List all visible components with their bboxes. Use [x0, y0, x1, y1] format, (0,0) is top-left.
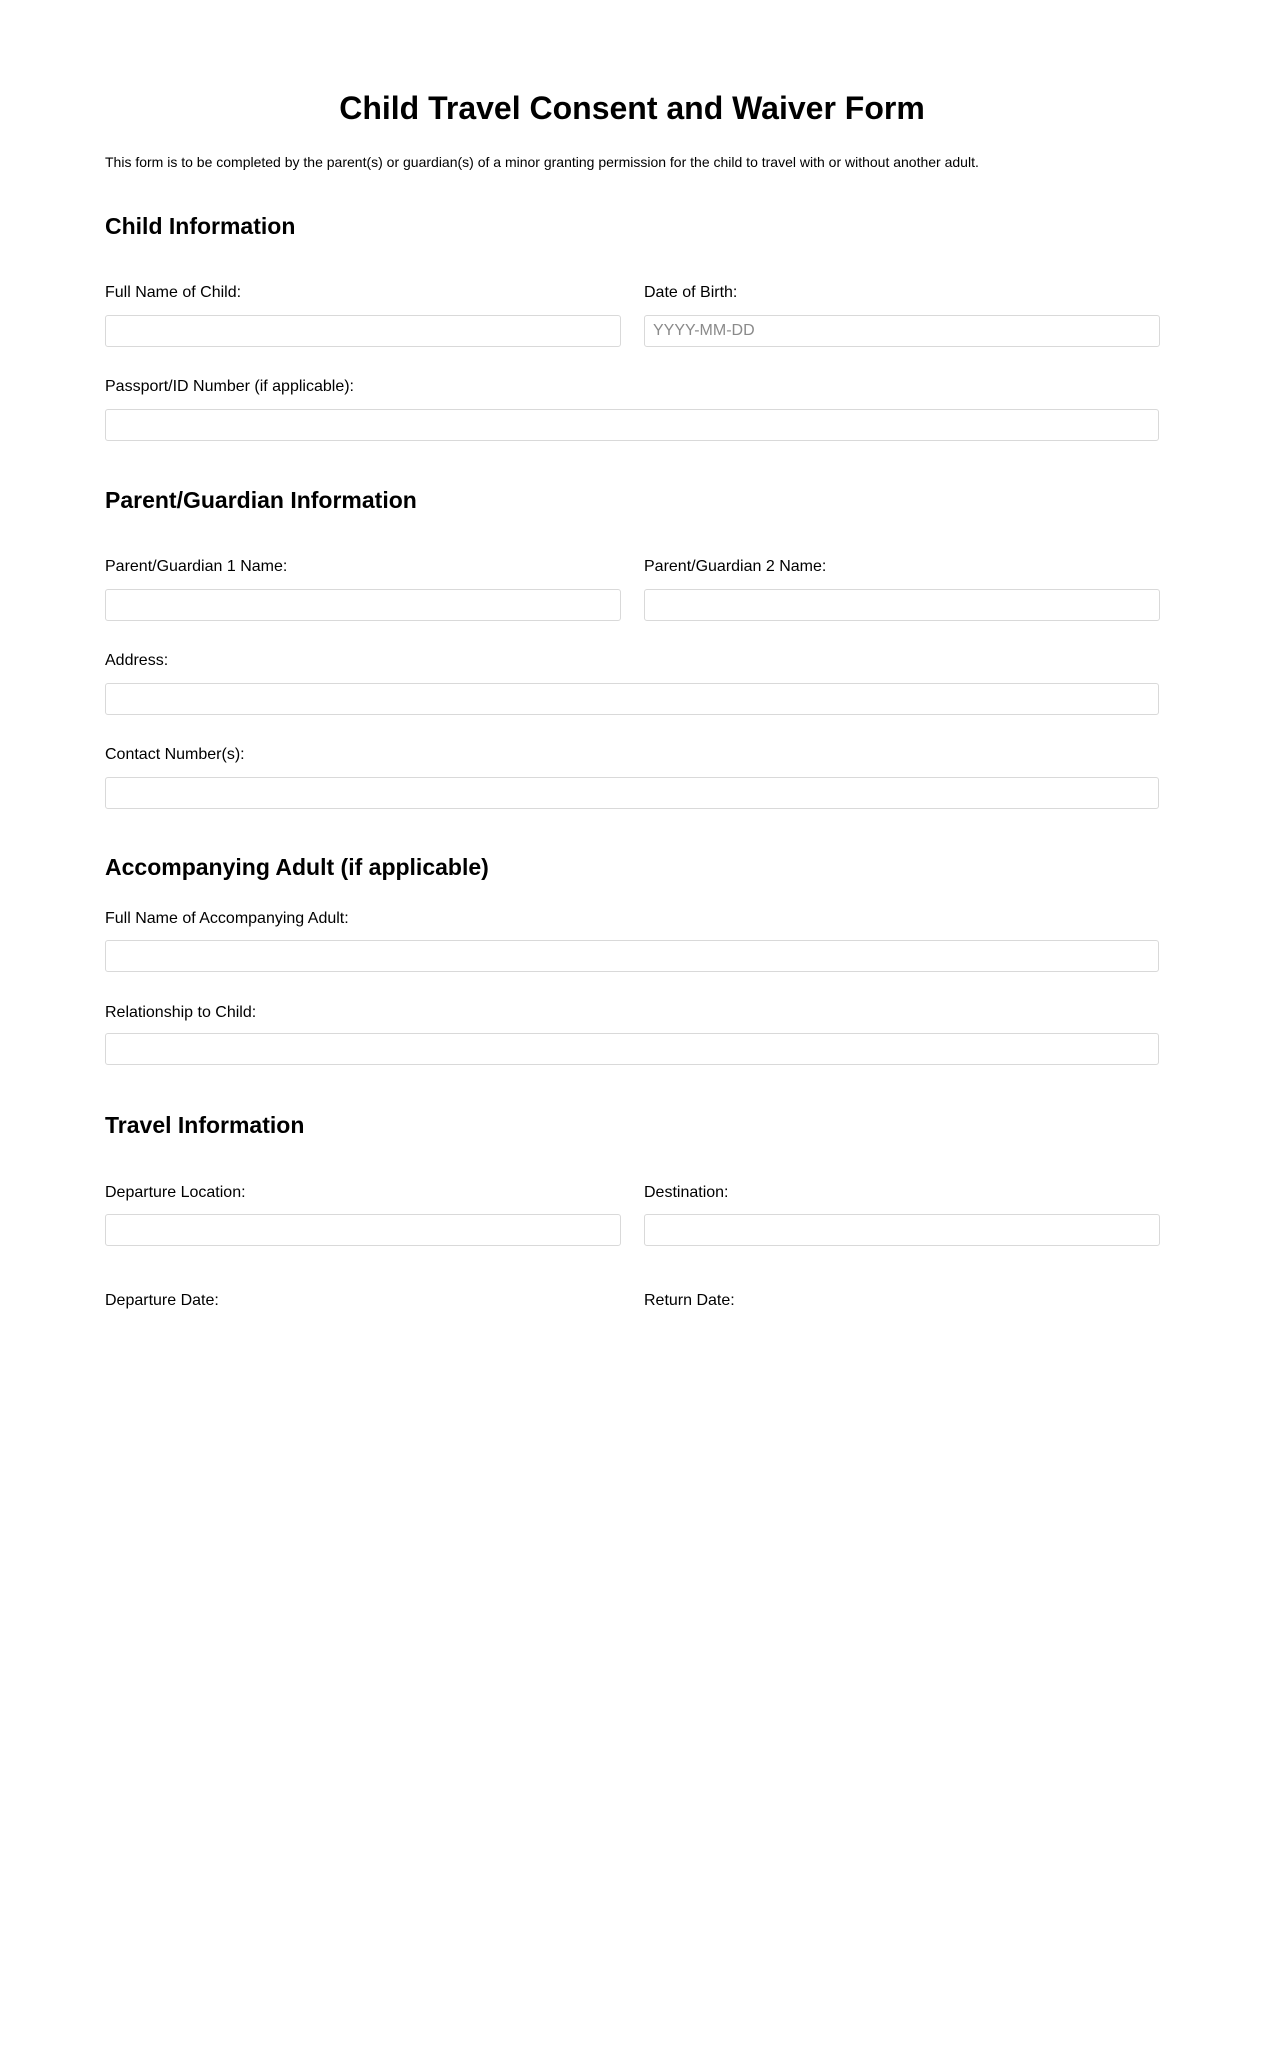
departure-location-label: Departure Location:	[105, 1184, 246, 1201]
section-heading-travel-information: Travel Information	[105, 1112, 305, 1138]
passport-id-label: Passport/ID Number (if applicable):	[105, 378, 354, 395]
child-full-name-label: Full Name of Child:	[105, 284, 242, 301]
departure-date-label: Departure Date:	[105, 1292, 219, 1309]
destination-label: Destination:	[644, 1184, 729, 1201]
departure-location-input[interactable]	[105, 1214, 621, 1246]
passport-id-input[interactable]	[105, 409, 1159, 441]
contact-numbers-label: Contact Number(s):	[105, 746, 245, 763]
relationship-input[interactable]	[105, 1033, 1159, 1065]
guardian2-name-label: Parent/Guardian 2 Name:	[644, 558, 827, 575]
date-of-birth-input[interactable]	[644, 315, 1160, 347]
address-input[interactable]	[105, 683, 1159, 715]
destination-input[interactable]	[644, 1214, 1160, 1246]
section-heading-child-information: Child Information	[105, 213, 296, 239]
contact-numbers-input[interactable]	[105, 777, 1159, 809]
guardian2-name-input[interactable]	[644, 589, 1160, 621]
accompanying-adult-name-input[interactable]	[105, 940, 1159, 972]
page-title: Child Travel Consent and Waiver Form	[339, 90, 925, 126]
child-full-name-input[interactable]	[105, 315, 621, 347]
return-date-label: Return Date:	[644, 1292, 735, 1309]
guardian1-name-label: Parent/Guardian 1 Name:	[105, 558, 288, 575]
form-description: This form is to be completed by the parent(s) or guardian(s) of a minor granting permission for the child to travel with or without another adult.	[105, 154, 979, 170]
guardian1-name-input[interactable]	[105, 589, 621, 621]
address-label: Address:	[105, 652, 169, 669]
relationship-label: Relationship to Child:	[105, 1004, 257, 1021]
accompanying-adult-name-label: Full Name of Accompanying Adult:	[105, 910, 349, 927]
section-heading-accompanying-adult: Accompanying Adult (if applicable)	[105, 854, 489, 880]
section-heading-parent-guardian-information: Parent/Guardian Information	[105, 487, 417, 513]
date-of-birth-label: Date of Birth:	[644, 284, 738, 301]
